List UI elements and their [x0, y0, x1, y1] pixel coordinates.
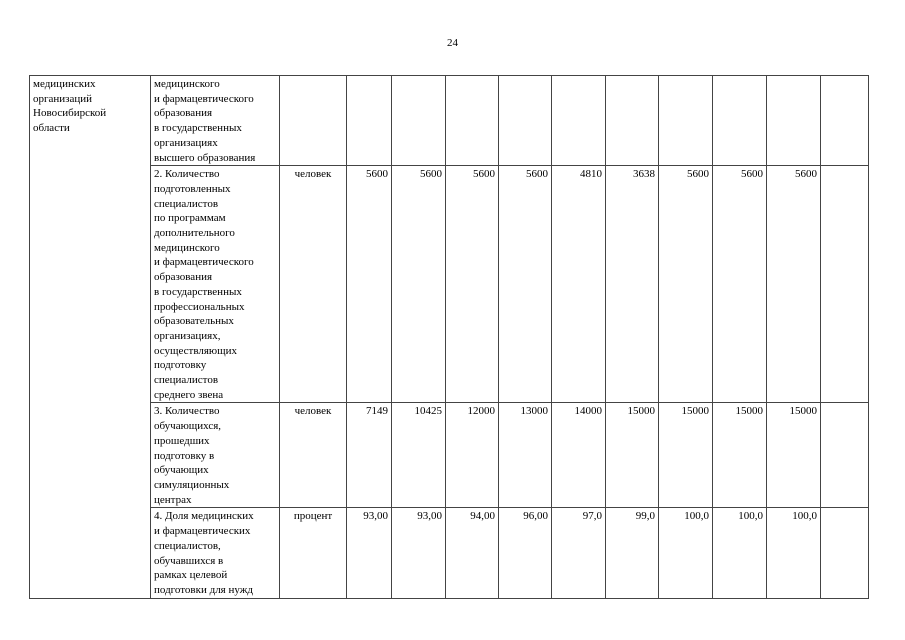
value-cell	[606, 76, 659, 166]
empty-cell	[821, 403, 869, 508]
indicator-cell: медицинского и фармацевтического образования в государственных организациях высшего образования	[151, 76, 280, 166]
unit-cell: человек	[280, 166, 347, 403]
value-cell: 97,0	[552, 508, 606, 598]
value-cell	[713, 76, 767, 166]
value-cell: 4810	[552, 166, 606, 403]
value-cell: 5600	[347, 166, 392, 403]
empty-cell	[821, 76, 869, 166]
goal-cell: медицинских организаций Новосибирской области	[30, 76, 151, 599]
indicator-cell: 3. Количество обучающихся, прошедших подготовку в обучающих симуляционных центрах	[151, 403, 280, 508]
empty-cell	[821, 508, 869, 598]
value-cell: 99,0	[606, 508, 659, 598]
value-cell: 93,00	[392, 508, 446, 598]
indicator-cell: 2. Количество подготовленных специалистов по программам дополнительного медицинского и фармацевтического образования в государственных профессиональных образовательных организациях, осуществляющих подготовку специалистов среднего звена	[151, 166, 280, 403]
table-row	[30, 166, 869, 403]
value-cell: 3638	[606, 166, 659, 403]
unit-cell: процент	[280, 508, 347, 598]
table-row	[30, 403, 869, 508]
page-number: 24	[447, 37, 458, 49]
indicator-cell: 4. Доля медицинских и фармацевтических специалистов, обучавшихся в рамках целевой подготовки для нужд	[151, 508, 280, 598]
value-cell: 10425	[392, 403, 446, 508]
value-cell	[552, 76, 606, 166]
value-cell	[767, 76, 821, 166]
value-cell: 7149	[347, 403, 392, 508]
value-cell: 15000	[713, 403, 767, 508]
value-cell: 96,00	[499, 508, 552, 598]
unit-cell: человек	[280, 403, 347, 508]
value-cell	[392, 76, 446, 166]
value-cell: 100,0	[659, 508, 713, 598]
value-cell	[659, 76, 713, 166]
value-cell: 15000	[767, 403, 821, 508]
value-cell: 94,00	[446, 508, 499, 598]
value-cell: 100,0	[767, 508, 821, 598]
value-cell: 13000	[499, 403, 552, 508]
value-cell: 5600	[499, 166, 552, 403]
value-cell: 93,00	[347, 508, 392, 598]
value-cell: 5600	[446, 166, 499, 403]
empty-cell	[821, 166, 869, 403]
value-cell: 14000	[552, 403, 606, 508]
table-row	[30, 76, 869, 166]
table-row	[30, 508, 869, 598]
value-cell: 15000	[606, 403, 659, 508]
unit-cell	[280, 76, 347, 166]
value-cell: 5600	[392, 166, 446, 403]
value-cell: 12000	[446, 403, 499, 508]
value-cell: 5600	[659, 166, 713, 403]
value-cell: 100,0	[713, 508, 767, 598]
value-cell	[446, 76, 499, 166]
value-cell: 5600	[713, 166, 767, 403]
value-cell	[499, 76, 552, 166]
indicators-table	[29, 75, 869, 599]
value-cell	[347, 76, 392, 166]
value-cell: 15000	[659, 403, 713, 508]
value-cell: 5600	[767, 166, 821, 403]
